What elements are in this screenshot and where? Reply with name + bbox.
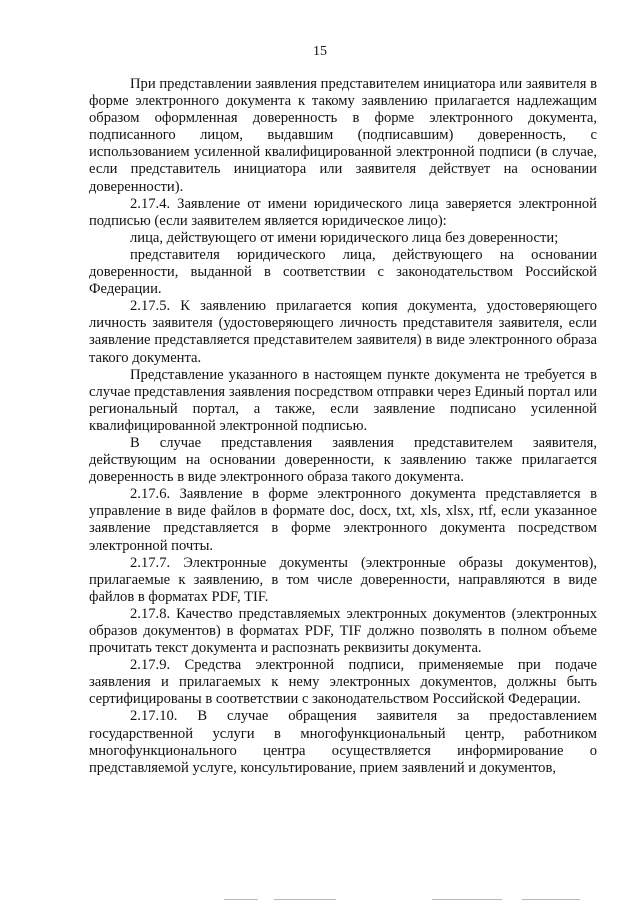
paragraph-legal-entity-representative: представителя юридического лица, действующего на основании доверенности, выданной в соответствии с законодательством Российской Федерации.	[89, 246, 597, 298]
paragraph-2-17-4: 2.17.4. Заявление от имени юридического лица заверяется электронной подписью (если заявителем является юридическое лицо):	[89, 195, 597, 229]
paragraph-2-17-9: 2.17.9. Средства электронной подписи, применяемые при подаче заявления и прилагаемых к нему электронных документов, должны быть сертифицированы в соответствии с законодательством Российской Федерации.	[89, 657, 597, 708]
paragraph-power-of-attorney: В случае представления заявления представителем заявителя, действующим на основании доверенности, к заявлению также прилагается доверенность в виде электронного образа такого документа.	[89, 434, 597, 486]
page-number: 15	[313, 44, 327, 59]
paragraph-2-17-5: 2.17.5. К заявлению прилагается копия документа, удостоверяющего личность заявителя (удостоверяющего личность представителя заявителя, если заявление представляется представителем заявителя) в виде электронного образа такого документа.	[89, 298, 597, 366]
paragraph-2-17-8: 2.17.8. Качество представляемых электронных документов (электронных образов документов) в форматах PDF, TIF должно позволять в полном объеме прочитать текст документа и распознать реквизиты документа.	[89, 605, 597, 657]
paragraph-not-required: Представление указанного в настоящем пункте документа не требуется в случае представления заявления посредством отправки через Единый портал или региональный портал, а также, если заявление подписано усиленной квалифицированной электронной подписью.	[89, 366, 597, 434]
paragraph-2-17-10: 2.17.10. В случае обращения заявителя за предоставлением государственной услуги в многофункциональный центр, работником многофункционального центра осуществляется информирование о представляемой услуге, консультирование, прием заявлений и документов,	[89, 708, 597, 776]
scan-artifact-line	[0, 899, 640, 902]
paragraph-2-17-6: 2.17.6. Заявление в форме электронного документа представляется в управление в виде файлов в формате doc, docx, txt, xls, xlsx, rtf, если указанное заявление представляется в форме электронного документа посредством электронной почты.	[89, 486, 597, 554]
paragraph-2-17-7: 2.17.7. Электронные документы (электронные образы документов), прилагаемые к заявлению, в том числе доверенности, направляются в виде файлов в форматах PDF, TIF.	[89, 554, 597, 605]
paragraph-legal-entity-person: лица, действующего от имени юридического лица без доверенности;	[130, 229, 559, 246]
paragraph-representative-docs: При представлении заявления представителем инициатора или заявителя в форме электронного документа к такому заявлению прилагается надлежащим образом оформленная доверенность в форме электронного документа, подписанного лицом, выдавшим (подписавшим) доверенность, с использованием усиленной квалифицированной электронной подписи (в случае, если представитель инициатора или заявителя действует на основании доверенности).	[89, 76, 597, 195]
document-body	[89, 76, 597, 777]
